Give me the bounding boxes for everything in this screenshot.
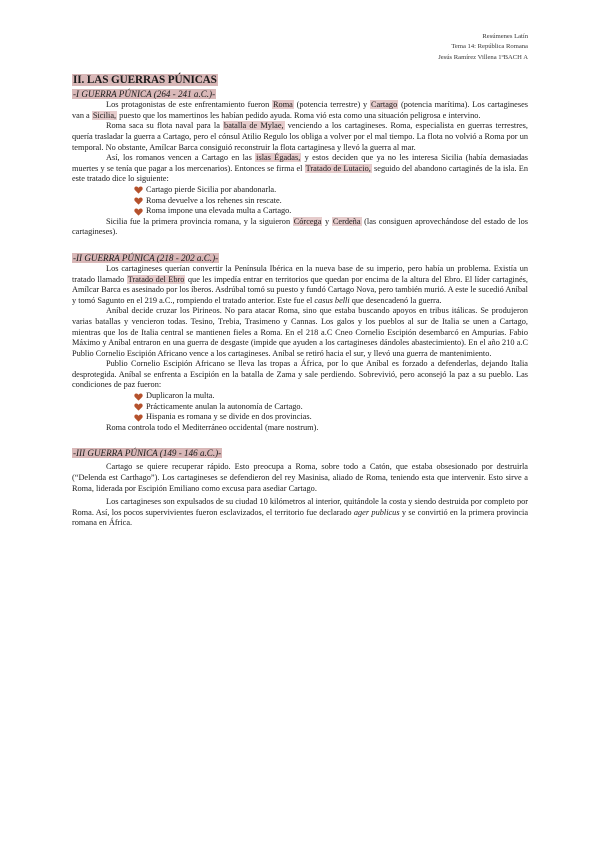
second-war-paragraph-4: Roma controla todo el Mediterráneo occidental (mare nostrum). (106, 422, 319, 432)
list-item: Cartago pierde Sicilia por abandonarla. (72, 185, 528, 196)
second-war-paragraph-3: Publio Cornelio Escipión Africano se lleva las tropas a África, por lo que Aníbal es forzado a defenderlas, dejando Italia desprotegida. Aníbal se enfrenta a Escipión en la batalla de Zama y sale perdiendo. Sobrevivió, pero aconsejó la paz a su pueblo. Las condiciones de paz fueron: (72, 359, 528, 390)
highlight-mylae: batalla de Mylae, (224, 121, 284, 131)
peace-conditions-list (72, 391, 528, 423)
highlight-cerdena: Cerdeña (332, 216, 361, 226)
third-war-paragraph-2: Los cartagineses son expulsados de su ciudad 10 kilómetros al interior, quitándole la costa y siendo destruida por completo por Roma. Así, los pocos supervivientes fueron esclavizados, el territorio fue declarado ager publicus y se convirtió en la primera provincia romana en África. (72, 497, 529, 528)
header-topic: Tema 14: República Romana (451, 43, 528, 51)
treaty-conditions-list (72, 185, 528, 217)
heart-icon (134, 186, 143, 194)
header-subject: Resúmenes Latín (482, 33, 528, 40)
highlight-cartago: Cartago (370, 100, 398, 110)
first-war-paragraph-3: Así, los romanos vencen a Cartago en las islas Égadas, y estos deciden que ya no les interesa Sicilia (había demasiadas muertes y se tenía que pagar a los mercenarios). Entonces se firma el Tratado de Lutacio, seguido del abandono cartaginés de la isla. En este tratado dice lo siguiente: (72, 153, 528, 184)
header-author: Jesús Ramírez Villena 1ºBACH A (438, 53, 528, 61)
list-item: Duplicaron la multa. (72, 391, 528, 402)
list-item: Prácticamente anulan la autonomía de Cartago. (72, 402, 528, 413)
highlight-lutacio: Tratado de Lutacio, (305, 163, 371, 173)
heart-icon (134, 393, 143, 401)
heart-icon (134, 208, 143, 216)
list-item: Roma impone una elevada multa a Cartago. (72, 206, 528, 217)
third-war-heading: -III GUERRA PÚNICA (149 - 146 a.C.)- (73, 448, 222, 459)
first-war-paragraph-1: Los protagonistas de este enfrentamiento fueron Roma (potencia terrestre) y Cartago (potencia marítima). Los cartagineses van a Sicilia, puesto que los mamertinos les habían pedido ayuda. Roma vió esta como una situación peligrosa e intervino. (72, 100, 529, 120)
highlight-corcega: Córcega (293, 216, 322, 226)
second-war-paragraph-1: Los cartagineses querían convertir la Península Ibérica en la nueva base de su imperio, pero había un problema. Existía un tratado llamado Tratado del Ebro que les impedía entrar en territorios que quedan por encima de la altura del Ebro. El líder cartaginés, Amílcar Barca es asesinado por los íberos. Asdrúbal tomó su puesto y fundó Cartago Nova, pero también murió. A este le sucedió Aníbal y tomó Sagunto en el 219 a.C., rompiendo el tratado anterior. Este fue el casus belli que desencadenó la guerra. (72, 263, 528, 305)
first-war-heading: -I GUERRA PÚNICA (264 - 241 a.C.)- (73, 89, 216, 100)
highlight-sicilia: Sicilia, (92, 110, 117, 120)
list-item: Hispania es romana y se divide en dos provincias. (72, 412, 528, 423)
highlight-egadas: islas Égadas, (256, 153, 301, 163)
second-war-heading: -II GUERRA PÚNICA (218 - 202 a.C.)- (73, 252, 219, 263)
second-war-paragraph-2: Aníbal decide cruzar los Pirineos. No para atacar Roma, sino que estaba buscando apoyos en tribus itálicas. Se produjeron varias batallas y vencieron todas. Tesino, Trebia, Trasimeno y Cannas. Los galos y los pueblos al sur de Italia se unen a Cartago, mientras que los de Italia central se mantienen fieles a Roma. En el 218 a.C Cneo Cornelio Escipión desembarcó en Ampurias. Fabio Máximo y Aníbal entraron en una guerra de desgaste (impide que ayuden a los cartagineses dándoles abastecimiento). En el año 210 a.C Publio Cornelio Escipión Africano vence a los cartagineses. Aníbal se retiró hacia el sur, y llevó una guerra de mantenimiento. (72, 306, 528, 358)
page-header (72, 32, 528, 63)
highlight-roma: Roma (273, 100, 293, 110)
heart-icon (134, 197, 143, 205)
highlight-tratado-ebro: Tratado del Ebro (127, 274, 185, 284)
document-page (72, 32, 528, 529)
heart-icon (134, 414, 143, 422)
third-war-paragraph-1: Cartago se quiere recuperar rápido. Esto preocupa a Roma, sobre todo a Catón, que estaba obsesionado por destruirla (“Delenda est Carthago”). Los cartagineses se defendieron del rey Masinisa, aliado de Roma, teniendo esta que intervenir. Esto sirve a Roma, liderada por Escipión Emiliano como excusa para asediar Cartago. (72, 462, 528, 493)
heart-icon (134, 403, 143, 411)
first-war-paragraph-2: Roma saca su flota naval para la batalla de Mylae, venciendo a los cartagineses. Roma, especialista en guerras terrestres, quería trasladar la guerra a Cartago, pero el cónsul Atilio Regulo los obliga a volver por el mal tiempo. La flota no volvió a Roma por un temporal. No obstante, Amílcar Barca consiguió reconstruir la flota cartaginesa y llevó la guerra al mar. (72, 121, 528, 152)
section-title: II. LAS GUERRAS PÚNICAS (73, 74, 217, 87)
list-item: Roma devuelve a los rehenes sin rescate. (72, 196, 528, 207)
first-war-paragraph-4: Sicilia fue la primera provincia romana, y la siguieron Córcega y Cerdeña (las consiguen aprovechándose del estado de los cartagineses). (72, 216, 528, 237)
